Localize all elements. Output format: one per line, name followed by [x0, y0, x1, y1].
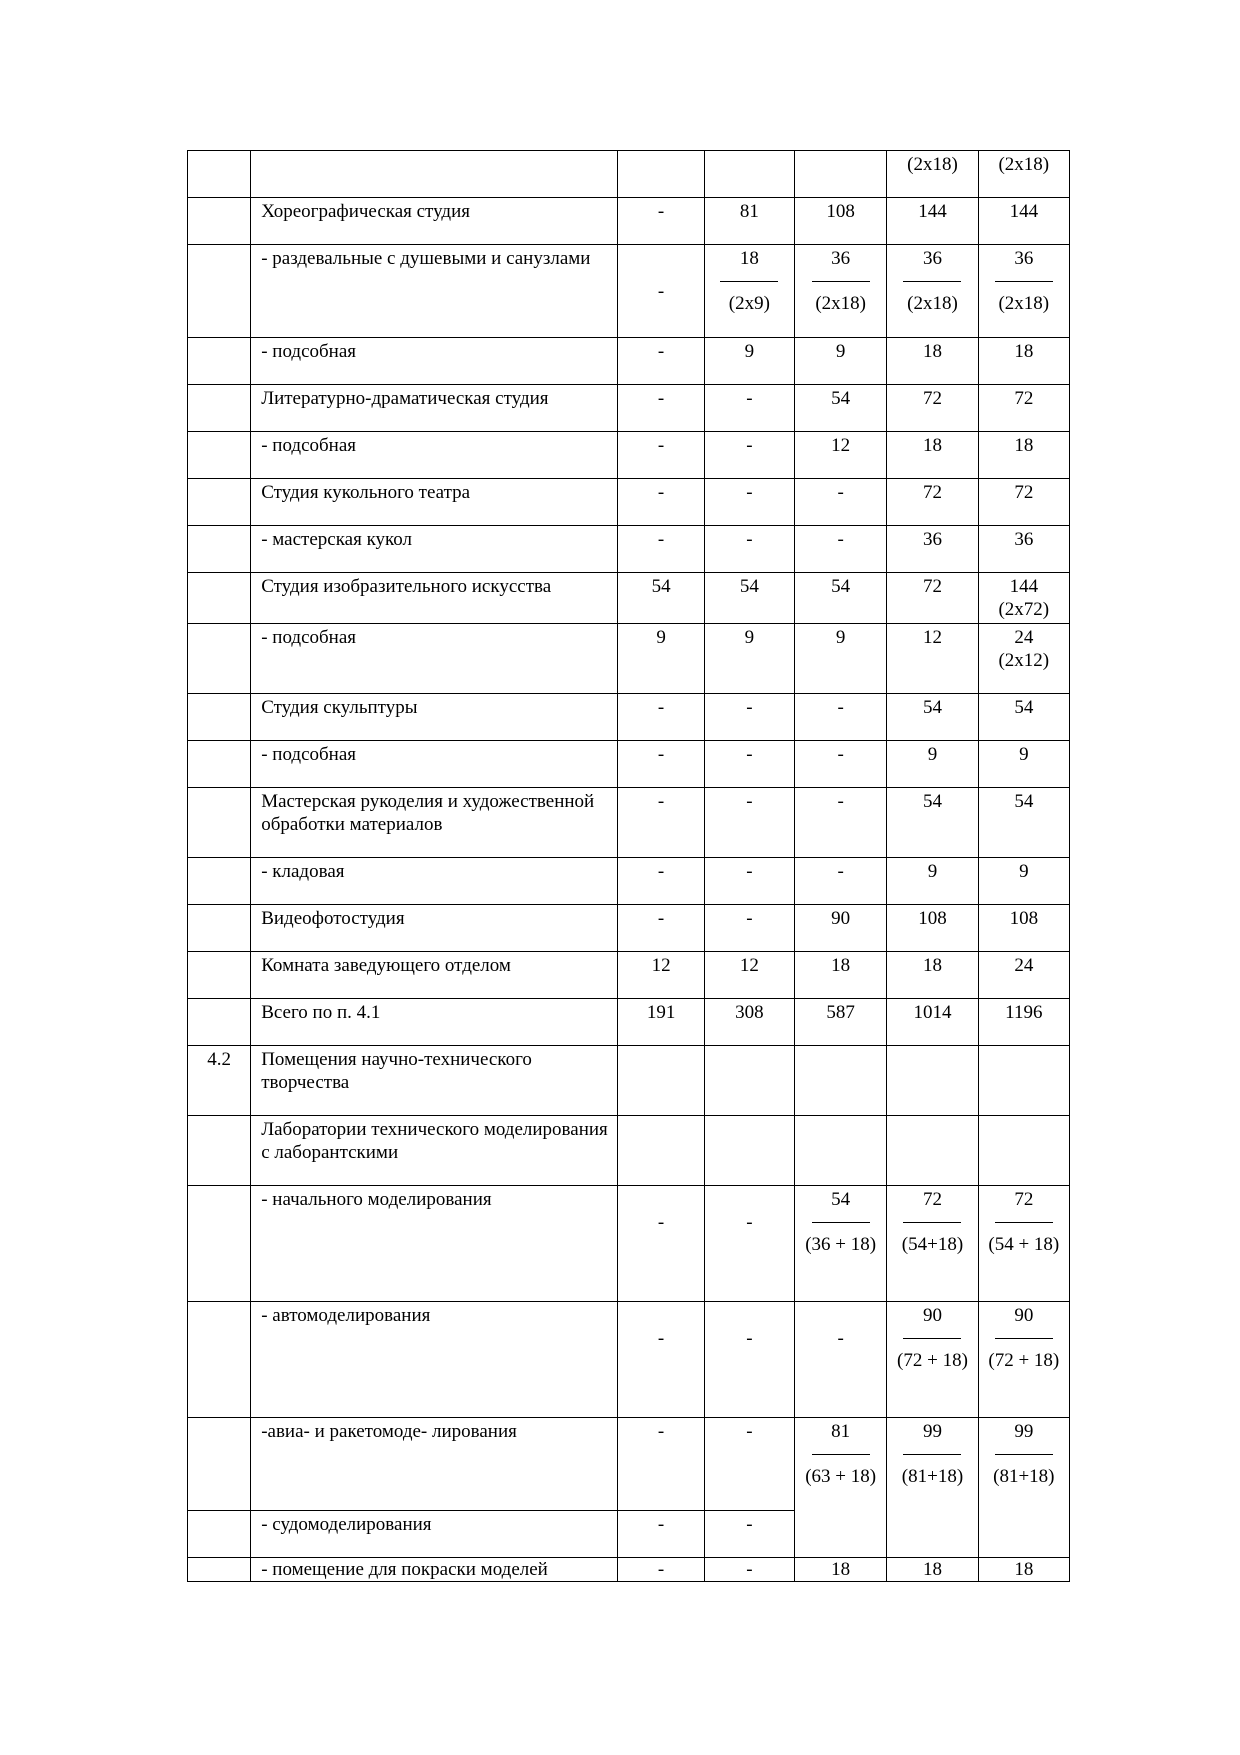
row-number [188, 1418, 251, 1511]
value-cell: 72 [887, 573, 978, 624]
table-row [188, 198, 1070, 245]
row-number [188, 1186, 251, 1302]
value-breakdown: (2х72) [998, 599, 1050, 620]
value-cell: 18 [795, 1558, 887, 1582]
room-name: Лаборатории технического моделирования с лаборантскими [251, 1116, 618, 1186]
value-cell: - [795, 858, 887, 905]
value-cell: 18 [795, 952, 887, 999]
table-row [188, 151, 1070, 198]
value-cell: 54 [795, 573, 887, 624]
fraction-numerator: 54 [831, 1189, 851, 1210]
room-name: Видеофотостудия [251, 905, 618, 952]
fraction-numerator: 81 [831, 1421, 851, 1442]
fraction-numerator: 72 [1014, 1189, 1034, 1210]
value-cell-multi [978, 573, 1069, 624]
value-cell: 54 [978, 694, 1069, 741]
value-cell: - [704, 1186, 794, 1302]
value-cell: 72 [978, 385, 1069, 432]
value-cell-multi [978, 624, 1069, 694]
value-cell: - [704, 741, 794, 788]
value-cell: 81 [704, 198, 794, 245]
row-number [188, 526, 251, 573]
value-cell: 54 [887, 788, 978, 858]
value-cell: 191 [618, 999, 704, 1046]
room-name: Студия скульптуры [251, 694, 618, 741]
value-cell: 12 [704, 952, 794, 999]
value-cell: - [618, 385, 704, 432]
value-cell: - [618, 1558, 704, 1582]
room-name: - подсобная [251, 624, 618, 694]
row-number [188, 788, 251, 858]
fraction-denominator: (63 + 18) [805, 1466, 877, 1487]
row-number [188, 1116, 251, 1186]
value-cell: 72 [978, 479, 1069, 526]
fraction-numerator: 36 [831, 248, 851, 269]
fraction-denominator: (2х18) [815, 293, 866, 314]
value-cell: 12 [618, 952, 704, 999]
table-row [188, 1558, 1070, 1582]
value-cell [795, 151, 887, 198]
value-cell: 18 [887, 1558, 978, 1582]
table-row [188, 1116, 1070, 1186]
table-row [188, 1046, 1070, 1116]
row-number [188, 952, 251, 999]
value-cell: 9 [704, 624, 794, 694]
fraction-numerator: 18 [739, 248, 759, 269]
table-row [188, 905, 1070, 952]
fraction-line [891, 281, 973, 282]
value-cell: 108 [978, 905, 1069, 952]
table-row [188, 694, 1070, 741]
fraction-denominator: (81+18) [993, 1466, 1055, 1487]
value-cell: - [618, 245, 704, 338]
room-name: Комната заведующего отделом [251, 952, 618, 999]
row-number: 4.2 [188, 1046, 251, 1116]
value-cell: - [618, 741, 704, 788]
fraction-denominator: (72 + 18) [897, 1350, 968, 1371]
row-number [188, 858, 251, 905]
room-name: - мастерская кукол [251, 526, 618, 573]
value-cell: - [795, 479, 887, 526]
value-cell [704, 1116, 794, 1186]
row-number [188, 905, 251, 952]
row-number [188, 432, 251, 479]
row-number [188, 999, 251, 1046]
table-row [188, 624, 1070, 694]
fraction-denominator: (36 + 18) [805, 1234, 877, 1255]
value-cell: 54 [618, 573, 704, 624]
value-cell: - [618, 1302, 704, 1418]
value-cell: - [704, 1418, 794, 1511]
value-cell: 9 [978, 858, 1069, 905]
value-cell: - [618, 338, 704, 385]
table-row [188, 788, 1070, 858]
room-name: - судомоделирования [251, 1511, 618, 1558]
room-name: Хореографическая студия [251, 198, 618, 245]
value-cell: - [618, 1186, 704, 1302]
value-cell: (2х18) [978, 151, 1069, 198]
value-main: 144 [1009, 576, 1039, 597]
value-cell: 18 [887, 338, 978, 385]
fraction-denominator: (2х9) [728, 293, 770, 314]
room-name: - помещение для покраски моделей [251, 1558, 618, 1582]
value-cell: - [618, 479, 704, 526]
value-fraction [978, 1186, 1069, 1302]
value-cell: - [795, 694, 887, 741]
fraction-denominator: (72 + 18) [988, 1350, 1060, 1371]
fraction-numerator: 36 [1014, 248, 1034, 269]
value-cell: 1196 [978, 999, 1069, 1046]
table-row [188, 573, 1070, 624]
room-name [251, 151, 618, 198]
value-cell: - [704, 1511, 794, 1558]
fraction-line [983, 1338, 1065, 1339]
value-cell: - [618, 694, 704, 741]
value-cell: - [618, 858, 704, 905]
value-main: 24 [1014, 627, 1034, 648]
value-cell: 9 [795, 624, 887, 694]
value-cell: 144 [887, 198, 978, 245]
row-number [188, 1511, 251, 1558]
table-row [188, 741, 1070, 788]
value-cell: - [618, 1511, 704, 1558]
value-fraction [795, 1418, 887, 1558]
value-cell: - [704, 858, 794, 905]
room-name: - автомоделирования [251, 1302, 618, 1418]
value-cell: - [618, 198, 704, 245]
value-cell: 18 [887, 432, 978, 479]
value-cell: 9 [887, 741, 978, 788]
value-cell: 9 [795, 338, 887, 385]
value-fraction [795, 1186, 887, 1302]
value-cell: - [704, 432, 794, 479]
value-cell: 90 [795, 905, 887, 952]
room-name: - подсобная [251, 338, 618, 385]
value-fraction [887, 1302, 978, 1418]
value-cell [887, 1116, 978, 1186]
value-cell: - [704, 1302, 794, 1418]
value-cell: 9 [618, 624, 704, 694]
value-cell: - [618, 432, 704, 479]
section-title: Помещения научно-технического творчества [251, 1046, 618, 1116]
value-cell [978, 1046, 1069, 1116]
value-breakdown: (2х12) [998, 650, 1050, 671]
value-cell: - [618, 526, 704, 573]
value-fraction [887, 245, 978, 338]
row-number [188, 694, 251, 741]
room-name: - кладовая [251, 858, 618, 905]
room-name: - начального моделирования [251, 1186, 618, 1302]
row-number [188, 1302, 251, 1418]
row-number [188, 151, 251, 198]
fraction-line [891, 1338, 973, 1339]
room-name: Студия изобразительного искусства [251, 573, 618, 624]
value-cell: 36 [978, 526, 1069, 573]
value-cell: 1014 [887, 999, 978, 1046]
value-cell: 308 [704, 999, 794, 1046]
fraction-line [891, 1222, 973, 1223]
row-number [188, 741, 251, 788]
value-cell: 54 [704, 573, 794, 624]
fraction-denominator: (54+18) [901, 1234, 964, 1255]
table-row [188, 999, 1070, 1046]
value-cell: 72 [887, 385, 978, 432]
fraction-numerator: 99 [1014, 1421, 1034, 1442]
fraction-numerator: 36 [922, 248, 942, 269]
value-cell [887, 1046, 978, 1116]
value-cell: - [704, 788, 794, 858]
value-cell: 12 [795, 432, 887, 479]
value-cell: - [704, 385, 794, 432]
value-cell: - [795, 741, 887, 788]
value-cell: 144 [978, 198, 1069, 245]
value-cell: 18 [887, 952, 978, 999]
fraction-numerator: 90 [922, 1305, 942, 1326]
value-cell: 36 [887, 526, 978, 573]
room-name: - подсобная [251, 432, 618, 479]
fraction-numerator: 99 [922, 1421, 942, 1442]
room-name: Литературно-драматическая студия [251, 385, 618, 432]
value-fraction [978, 1418, 1069, 1558]
value-cell: 18 [978, 338, 1069, 385]
fraction-line [799, 281, 882, 282]
fraction-line [891, 1454, 973, 1455]
value-cell: - [618, 788, 704, 858]
table-row [188, 1186, 1070, 1302]
table-row [188, 432, 1070, 479]
room-name: -авиа- и ракетомоде- лирования [251, 1418, 618, 1511]
value-cell [618, 151, 704, 198]
value-cell: 108 [887, 905, 978, 952]
value-cell: - [795, 1302, 887, 1418]
area-table [187, 150, 1070, 1582]
value-fraction [704, 245, 794, 338]
room-name: Студия кукольного театра [251, 479, 618, 526]
value-cell: - [618, 905, 704, 952]
value-cell: - [704, 1558, 794, 1582]
value-cell: 54 [795, 385, 887, 432]
table-row [188, 385, 1070, 432]
row-number [188, 573, 251, 624]
value-cell: 54 [978, 788, 1069, 858]
value-cell: 9 [704, 338, 794, 385]
table-row [188, 1418, 1070, 1511]
value-fraction [887, 1186, 978, 1302]
value-cell: 9 [887, 858, 978, 905]
value-fraction [887, 1418, 978, 1558]
value-cell: - [618, 1418, 704, 1511]
row-number [188, 338, 251, 385]
value-fraction [978, 1302, 1069, 1418]
row-number [188, 624, 251, 694]
row-number [188, 1558, 251, 1582]
fraction-numerator: 90 [1014, 1305, 1034, 1326]
value-cell [704, 151, 794, 198]
value-cell: 108 [795, 198, 887, 245]
value-fraction [978, 245, 1069, 338]
fraction-line [799, 1454, 882, 1455]
fraction-line [983, 281, 1065, 282]
value-cell [618, 1046, 704, 1116]
fraction-denominator: (81+18) [901, 1466, 964, 1487]
value-cell: 9 [978, 741, 1069, 788]
value-cell: - [795, 788, 887, 858]
value-cell: - [704, 694, 794, 741]
value-cell [618, 1116, 704, 1186]
row-number [188, 245, 251, 338]
fraction-denominator: (54 + 18) [988, 1234, 1060, 1255]
row-number [188, 198, 251, 245]
fraction-line [983, 1454, 1065, 1455]
room-name: - подсобная [251, 741, 618, 788]
table-row [188, 338, 1070, 385]
table-row [188, 952, 1070, 999]
table-row [188, 526, 1070, 573]
value-cell: 24 [978, 952, 1069, 999]
value-cell: - [704, 526, 794, 573]
value-cell [704, 1046, 794, 1116]
fraction-denominator: (2х18) [907, 293, 958, 314]
fraction-numerator: 72 [922, 1189, 942, 1210]
fraction-line [983, 1222, 1065, 1223]
table-row [188, 858, 1070, 905]
value-cell: 587 [795, 999, 887, 1046]
row-number [188, 385, 251, 432]
room-name: - раздевальные с душевыми и санузлами [251, 245, 618, 338]
value-cell: 18 [978, 432, 1069, 479]
fraction-line [799, 1222, 882, 1223]
room-name: Всего по п. 4.1 [251, 999, 618, 1046]
room-name: Мастерская рукоделия и художественной обработки материалов [251, 788, 618, 858]
table-row [188, 479, 1070, 526]
value-cell [795, 1116, 887, 1186]
value-cell: 54 [887, 694, 978, 741]
value-cell: - [795, 526, 887, 573]
table-row [188, 1302, 1070, 1418]
value-cell [795, 1046, 887, 1116]
value-cell: (2х18) [887, 151, 978, 198]
fraction-line [709, 281, 790, 282]
table-row [188, 245, 1070, 338]
value-cell: 12 [887, 624, 978, 694]
row-number [188, 479, 251, 526]
fraction-denominator: (2х18) [998, 293, 1050, 314]
value-cell [978, 1116, 1069, 1186]
value-fraction [795, 245, 887, 338]
value-cell: 18 [978, 1558, 1069, 1582]
value-cell: - [704, 905, 794, 952]
value-cell: - [704, 479, 794, 526]
value-cell: 72 [887, 479, 978, 526]
